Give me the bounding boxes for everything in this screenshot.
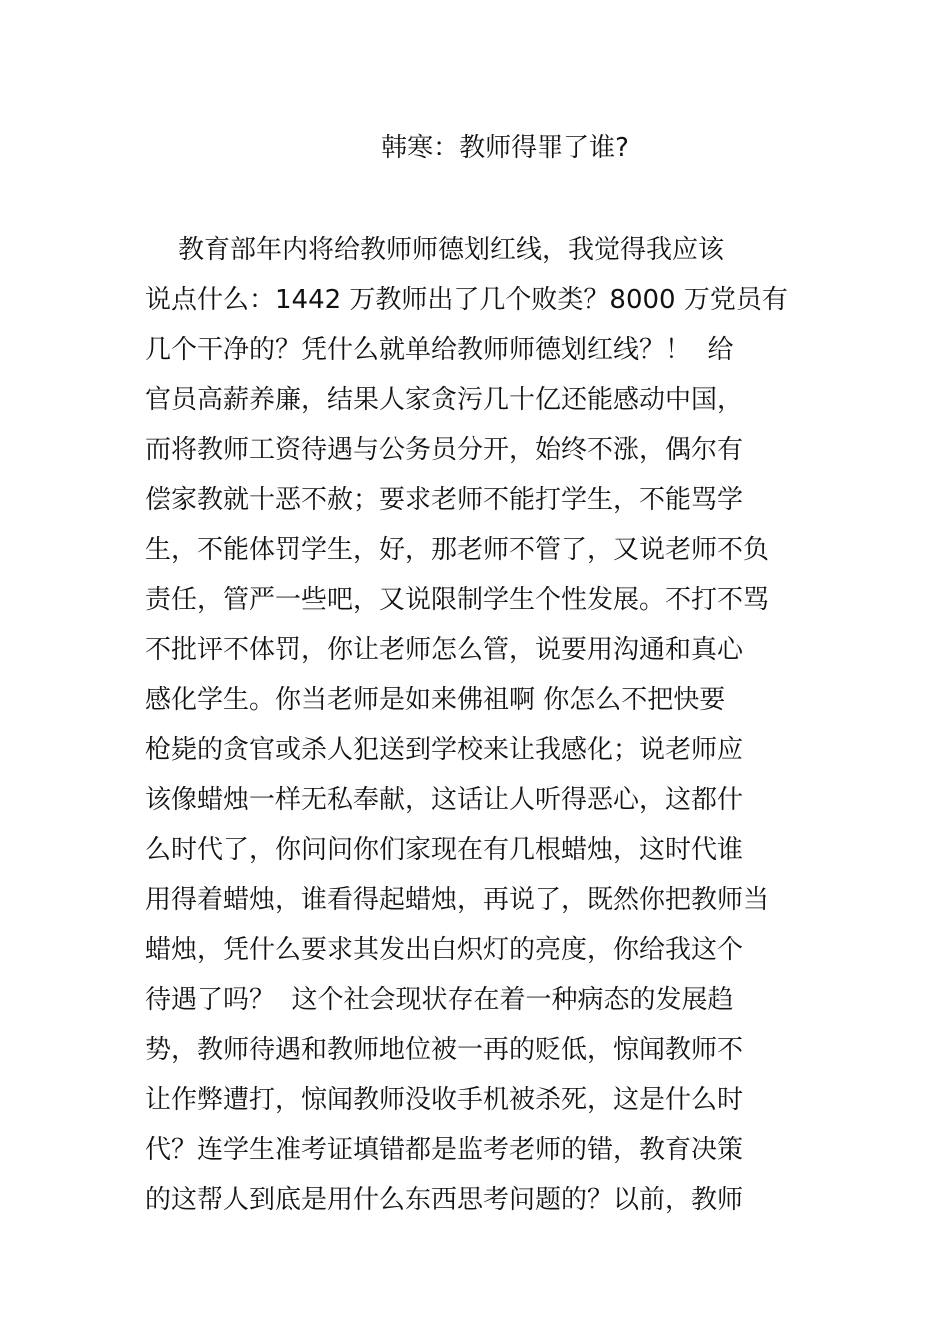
text-line: 不批评不体罚，你让老师怎么管，说要用沟通和真心 (145, 635, 744, 665)
text-line: 蜡烛，凭什么要求其发出白炽灯的亮度，你给我这个 (145, 935, 744, 965)
text-line: 偿家教就十恶不赦；要求老师不能打学生，不能骂学 (145, 485, 744, 515)
text-line: 么时代了，你问问你们家现在有几根蜡烛，这时代谁 (145, 835, 744, 865)
text-line: 势，教师待遇和教师地位被一再的贬低，惊闻教师不 (145, 1035, 744, 1065)
text-line: 用得着蜡烛，谁看得起蜡烛，再说了，既然你把教师当 (145, 885, 770, 915)
text-line: 生，不能体罚学生，好，那老师不管了，又说老师不负 (145, 535, 770, 565)
text-line: 几个干净的？凭什么就单给教师师德划红线？！ 给 (145, 335, 734, 365)
document-title: 韩寒：教师得罪了谁? (381, 133, 629, 163)
text-line: 的这帮人到底是用什么东西思考问题的？以前，教师 (145, 1185, 744, 1215)
text-line: 官员高薪养廉，结果人家贪污几十亿还能感动中国， (145, 385, 744, 415)
text-line: 责任，管严一些吧，又说限制学生个性发展。不打不骂 (145, 585, 770, 615)
text-line: 教育部年内将给教师师德划红线，我觉得我应该 (145, 235, 725, 265)
text-line: 代？连学生准考证填错都是监考老师的错，教育决策 (145, 1135, 744, 1165)
text-line: 该像蜡烛一样无私奉献，这话让人听得恶心，这都什 (145, 785, 744, 815)
text-line: 而将教师工资待遇与公务员分开，始终不涨，偶尔有 (145, 435, 744, 465)
text-line: 说点什么：1442 万教师出了几个败类？8000 万党员有 (145, 285, 788, 315)
text-line: 让作弊遭打，惊闻教师没收手机被杀死，这是什么时 (145, 1085, 744, 1115)
text-line: 枪毙的贪官或杀人犯送到学校来让我感化；说老师应 (145, 735, 744, 765)
text-line: 感化学生。你当老师是如来佛祖啊 你怎么不把快要 (145, 685, 726, 715)
text-line: 待遇了吗？ 这个社会现状存在着一种病态的发展趋 (145, 985, 734, 1015)
